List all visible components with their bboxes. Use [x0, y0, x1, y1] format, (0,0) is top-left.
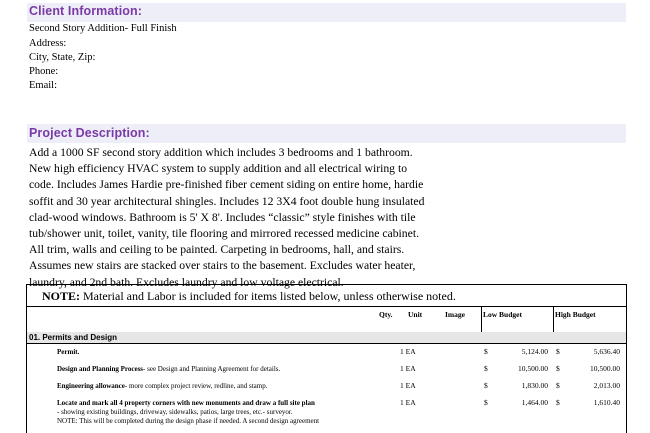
section-row-permits: [27, 332, 626, 344]
line-item-design-planning: Design and Planning Process- see Design and Planning Agreement for details.: [57, 365, 281, 373]
low-budget-value: 10,500.00: [518, 364, 548, 373]
description-line: Add a 1000 SF second story addition which includes 3 bedrooms and 1 bathroom.: [29, 146, 413, 159]
project-name: Second Story Addition- Full Finish: [29, 23, 177, 34]
project-description-text: [29, 145, 469, 291]
section-title: 01. Permits and Design: [29, 333, 118, 342]
description-line: All trim, walls and ceiling to be painted. Carpeting in bedrooms, hall, and stairs.: [29, 243, 405, 257]
divider: [553, 307, 554, 333]
divider: [27, 306, 626, 307]
low-budget-value: 1,464.00: [521, 398, 548, 407]
col-header-high-budget: High Budget: [555, 310, 596, 319]
divider: [481, 307, 482, 333]
line-item-permit: Permit.: [57, 348, 80, 356]
note-text: Material and Labor is included for items listed below, unless otherwise noted.: [80, 289, 456, 303]
description-line: clad-wood windows. Bathroom is 5' X 8'. Includes “classic” style finishes with tile: [29, 210, 416, 224]
col-header-image: Image: [445, 310, 465, 319]
low-budget-value: 5,124.00: [521, 347, 548, 356]
line-item-survey-desc: - showing existing buildings, driveway, sidewalks, patios, large trees, etc.- surveyor.: [57, 408, 293, 416]
description-line: soffit and 30 year architectural shingles. Includes 12 3X4 foot double hung insulated: [29, 194, 425, 208]
item-qty: 1 EA: [400, 364, 416, 373]
col-header-unit: Unit: [408, 310, 423, 319]
project-description-heading: Project Description:: [29, 126, 150, 140]
item-qty: 1 EA: [400, 381, 416, 390]
currency-sign: $: [556, 347, 560, 356]
col-header-low-budget: Low Budget: [483, 310, 522, 319]
description-line: tub/shower unit, toilet, vanity, tile flooring and mirrored recessed medicine cabinet.: [29, 227, 420, 241]
description-line: Assumes new stairs are stacked over stairs to the basement. Excludes water heater,: [29, 259, 416, 273]
city-state-zip-label: City, State, Zip:: [29, 52, 96, 63]
currency-sign: $: [556, 364, 560, 373]
line-item-survey-note: NOTE: This will be completed during the design phase if needed. A second design agreement: [57, 417, 320, 425]
address-label: Address:: [29, 38, 67, 49]
item-qty: 1 EA: [400, 398, 416, 407]
description-line: New high efficiency HVAC system to supply addition and all electrical wiring to: [29, 162, 408, 176]
currency-sign: $: [556, 381, 560, 390]
currency-sign: $: [484, 398, 488, 407]
item-qty: 1 EA: [400, 347, 416, 356]
email-label: Email:: [29, 80, 57, 91]
note-line: [42, 289, 456, 304]
high-budget-value: 2,013.00: [593, 381, 620, 390]
description-line: laundry, and 2nd bath. Excludes laundry and low voltage electrical.: [29, 275, 344, 289]
high-budget-value: 1,610.40: [593, 398, 620, 407]
client-info-heading: Client Information:: [29, 4, 143, 18]
line-item-engineering: Engineering allowance- more complex project review, redline, and stamp.: [57, 382, 268, 390]
note-label: NOTE:: [42, 289, 81, 303]
currency-sign: $: [556, 398, 560, 407]
estimate-table: [26, 284, 627, 433]
phone-label: Phone:: [29, 66, 59, 77]
high-budget-value: 5,636.40: [593, 347, 620, 356]
line-item-survey: Locate and mark all 4 property corners with new monuments and draw a full site plan: [57, 399, 315, 407]
high-budget-value: 10,500.00: [590, 364, 620, 373]
description-line: code. Includes James Hardie pre-finished fiber cement siding on entire home, hardie: [29, 178, 424, 192]
currency-sign: $: [484, 364, 488, 373]
low-budget-value: 1,830.00: [521, 381, 548, 390]
currency-sign: $: [484, 381, 488, 390]
currency-sign: $: [484, 347, 488, 356]
col-header-qty: Qty.: [379, 310, 393, 319]
